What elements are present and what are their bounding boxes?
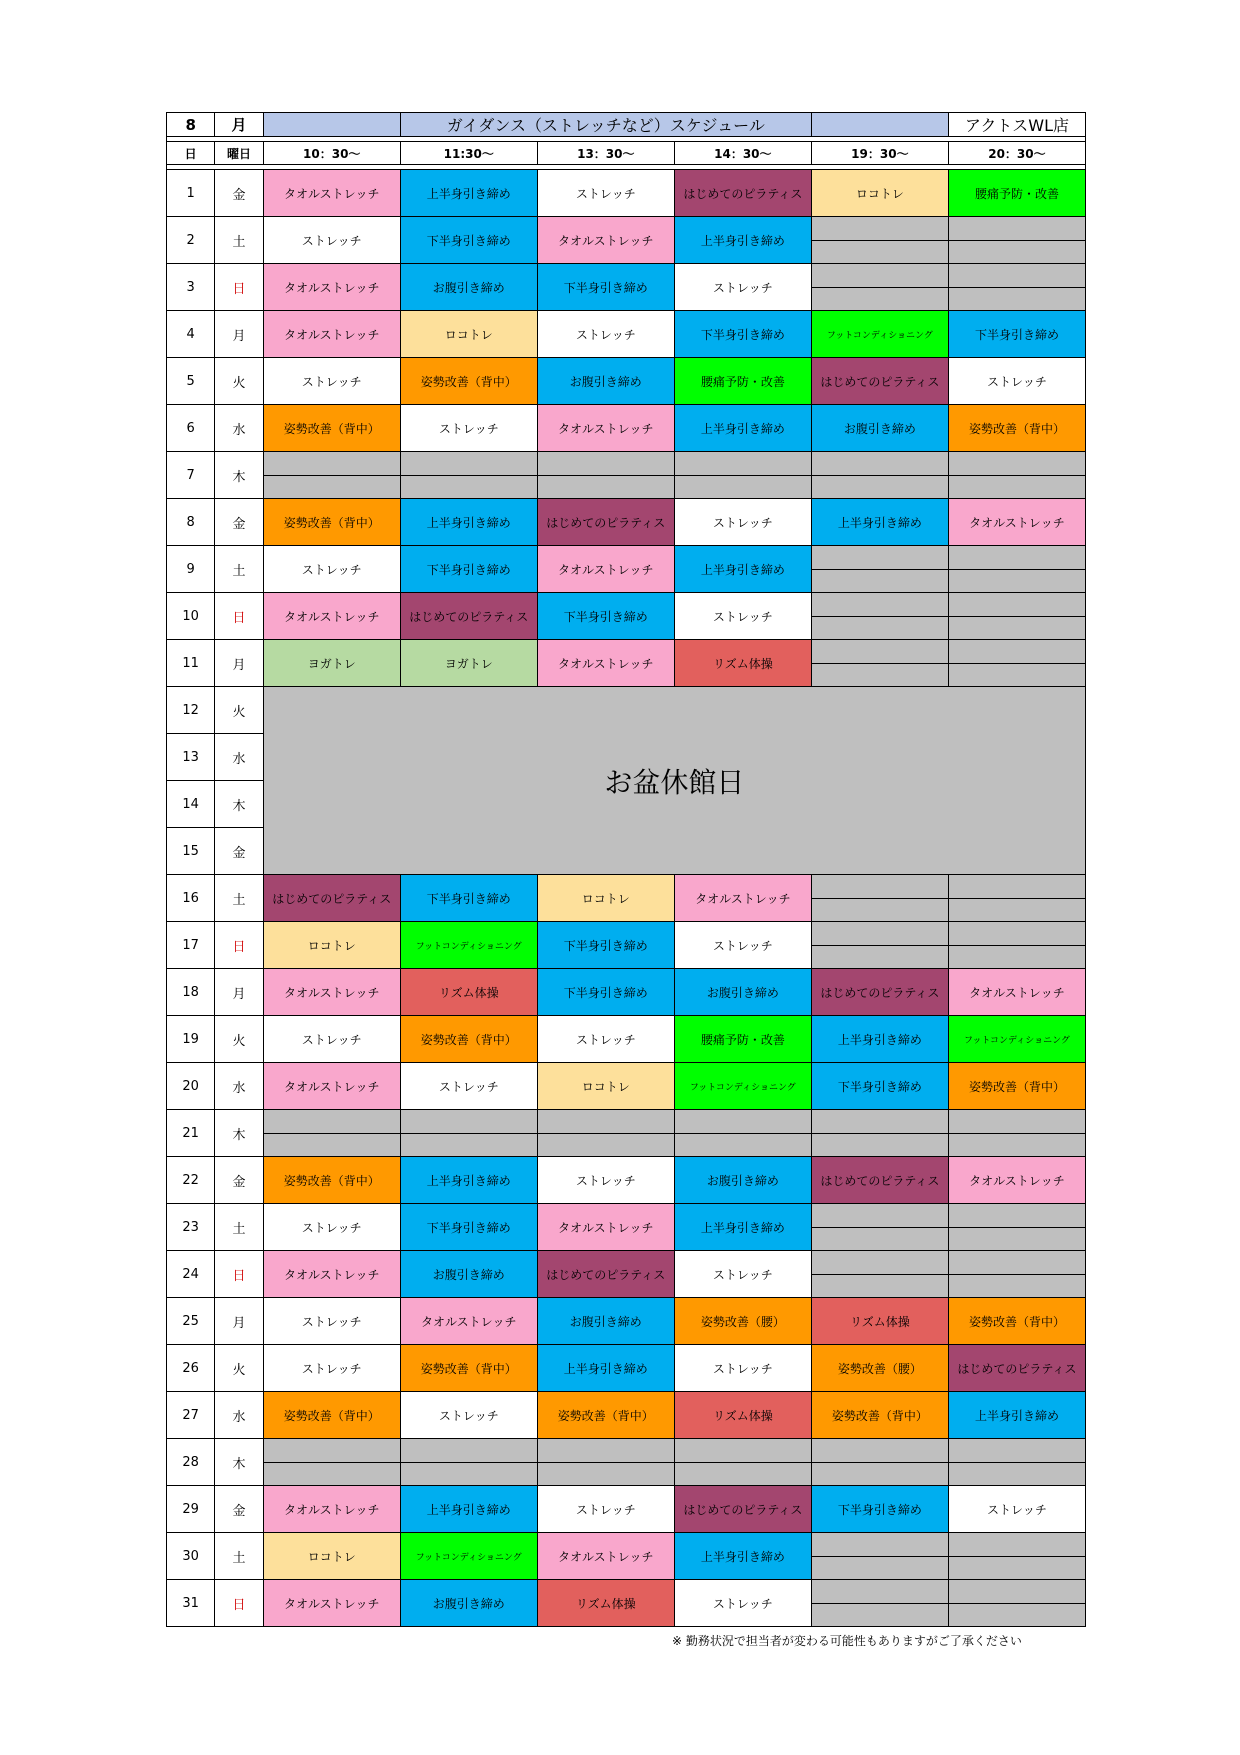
- class-slot: ストレッチ: [537, 1486, 674, 1533]
- class-slot: ストレッチ: [400, 405, 537, 452]
- day-number: 16: [167, 875, 215, 922]
- class-slot: 下半身引き締め: [400, 1204, 537, 1251]
- class-slot: ストレッチ: [948, 358, 1085, 405]
- class-slot: タオルストレッチ: [263, 593, 400, 640]
- class-slot: はじめてのピラティス: [537, 499, 674, 546]
- weekday: 木: [215, 452, 263, 499]
- class-slot: リズム体操: [674, 1392, 811, 1439]
- class-slot: 姿勢改善（背中）: [400, 1016, 537, 1063]
- weekday: 水: [215, 405, 263, 452]
- day-row: [167, 593, 1086, 640]
- class-slot: フットコンディショニング: [400, 922, 537, 969]
- class-slot: はじめてのピラティス: [674, 170, 811, 217]
- day-row: [167, 922, 1086, 969]
- weekday: 木: [215, 1439, 263, 1486]
- day-number: 25: [167, 1298, 215, 1345]
- class-slot: フットコンディショニング: [674, 1063, 811, 1110]
- day-number: 5: [167, 358, 215, 405]
- empty-slot: [400, 1439, 537, 1486]
- class-slot: 姿勢改善（背中）: [263, 499, 400, 546]
- empty-slot: [948, 217, 1085, 264]
- class-slot: タオルストレッチ: [674, 875, 811, 922]
- class-slot: はじめてのピラティス: [263, 875, 400, 922]
- day-number: 30: [167, 1533, 215, 1580]
- class-slot: 上半身引き締め: [674, 1533, 811, 1580]
- class-slot: ストレッチ: [263, 1345, 400, 1392]
- weekday: 日: [215, 922, 263, 969]
- class-slot: 腰痛予防・改善: [674, 1016, 811, 1063]
- empty-slot: [537, 452, 674, 499]
- month-label: 月: [215, 113, 263, 137]
- col-header-day: 日: [167, 142, 215, 165]
- day-rows: [167, 170, 1086, 1627]
- class-slot: 腰痛予防・改善: [948, 170, 1085, 217]
- footnote: ※ 勤務状況で担当者が変わる可能性もありますがご了承ください: [672, 1634, 1022, 1648]
- column-header-row: [167, 142, 1086, 165]
- day-number: 1: [167, 170, 215, 217]
- empty-slot: [948, 640, 1085, 687]
- class-slot: タオルストレッチ: [263, 1580, 400, 1627]
- weekday: 土: [215, 546, 263, 593]
- day-number: 21: [167, 1110, 215, 1157]
- weekday: 土: [215, 1533, 263, 1580]
- day-number: 12: [167, 687, 215, 734]
- empty-slot: [811, 1251, 948, 1298]
- store-name: アクトスWL店: [948, 113, 1085, 137]
- day-number: 13: [167, 734, 215, 781]
- weekday: 金: [215, 499, 263, 546]
- day-row: [167, 499, 1086, 546]
- empty-slot: [811, 875, 948, 922]
- class-slot: ストレッチ: [537, 1016, 674, 1063]
- class-slot: 姿勢改善（背中）: [263, 1157, 400, 1204]
- day-number: 9: [167, 546, 215, 593]
- empty-slot: [948, 875, 1085, 922]
- empty-slot: [811, 452, 948, 499]
- day-number: 20: [167, 1063, 215, 1110]
- class-slot: 姿勢改善（背中）: [537, 1392, 674, 1439]
- day-row: [167, 405, 1086, 452]
- empty-slot: [948, 593, 1085, 640]
- weekday: 月: [215, 311, 263, 358]
- day-number: 14: [167, 781, 215, 828]
- empty-slot: [948, 1439, 1085, 1486]
- weekday: 日: [215, 1251, 263, 1298]
- class-slot: 姿勢改善（背中）: [948, 405, 1085, 452]
- class-slot: ストレッチ: [674, 1345, 811, 1392]
- weekday: 土: [215, 875, 263, 922]
- class-slot: タオルストレッチ: [263, 1063, 400, 1110]
- class-slot: タオルストレッチ: [537, 640, 674, 687]
- day-row: [167, 358, 1086, 405]
- class-slot: 下半身引き締め: [537, 969, 674, 1016]
- day-row: [167, 170, 1086, 217]
- class-slot: はじめてのピラティス: [537, 1251, 674, 1298]
- class-slot: ロコトレ: [537, 1063, 674, 1110]
- empty-slot: [811, 593, 948, 640]
- class-slot: ロコトレ: [263, 922, 400, 969]
- weekday: 木: [215, 781, 263, 828]
- class-slot: フットコンディショニング: [400, 1533, 537, 1580]
- class-slot: ストレッチ: [263, 358, 400, 405]
- class-slot: 下半身引き締め: [674, 311, 811, 358]
- empty-slot: [811, 640, 948, 687]
- day-row: [167, 969, 1086, 1016]
- day-number: 3: [167, 264, 215, 311]
- class-slot: タオルストレッチ: [263, 1251, 400, 1298]
- closure-notice: お盆休館日: [263, 687, 1085, 875]
- class-slot: リズム体操: [674, 640, 811, 687]
- day-row: [167, 1063, 1086, 1110]
- day-row: [167, 1345, 1086, 1392]
- title-filler-right: [811, 113, 948, 137]
- empty-slot: [948, 452, 1085, 499]
- class-slot: 姿勢改善（背中）: [811, 1392, 948, 1439]
- col-header-time-2: 11:30～: [400, 142, 537, 165]
- class-slot: ストレッチ: [674, 1251, 811, 1298]
- class-slot: 上半身引き締め: [400, 170, 537, 217]
- class-slot: 上半身引き締め: [948, 1392, 1085, 1439]
- empty-slot: [537, 1110, 674, 1157]
- class-slot: お腹引き締め: [811, 405, 948, 452]
- class-slot: はじめてのピラティス: [811, 1157, 948, 1204]
- class-slot: タオルストレッチ: [537, 546, 674, 593]
- day-row: [167, 311, 1086, 358]
- weekday: 火: [215, 687, 263, 734]
- weekday: 月: [215, 969, 263, 1016]
- class-slot: タオルストレッチ: [263, 311, 400, 358]
- empty-slot: [674, 1110, 811, 1157]
- class-slot: 上半身引き締め: [674, 217, 811, 264]
- day-number: 27: [167, 1392, 215, 1439]
- class-slot: ストレッチ: [263, 1016, 400, 1063]
- class-slot: リズム体操: [811, 1298, 948, 1345]
- empty-slot: [400, 452, 537, 499]
- class-slot: 上半身引き締め: [400, 1486, 537, 1533]
- class-slot: ストレッチ: [948, 1486, 1085, 1533]
- weekday: 水: [215, 734, 263, 781]
- empty-slot: [948, 1110, 1085, 1157]
- empty-slot: [674, 1439, 811, 1486]
- empty-slot: [948, 1251, 1085, 1298]
- day-number: 2: [167, 217, 215, 264]
- weekday: 土: [215, 1204, 263, 1251]
- class-slot: 上半身引き締め: [400, 499, 537, 546]
- day-row: [167, 640, 1086, 687]
- day-number: 10: [167, 593, 215, 640]
- class-slot: フットコンディショニング: [948, 1016, 1085, 1063]
- empty-slot: [811, 264, 948, 311]
- weekday: 火: [215, 1345, 263, 1392]
- class-slot: ストレッチ: [674, 1580, 811, 1627]
- day-row: [167, 1486, 1086, 1533]
- class-slot: お腹引き締め: [400, 264, 537, 311]
- schedule-table: [166, 112, 1086, 1627]
- class-slot: リズム体操: [400, 969, 537, 1016]
- class-slot: リズム体操: [537, 1580, 674, 1627]
- class-slot: お腹引き締め: [400, 1251, 537, 1298]
- class-slot: ストレッチ: [674, 264, 811, 311]
- class-slot: 上半身引き締め: [811, 499, 948, 546]
- empty-slot: [811, 1204, 948, 1251]
- day-row: [167, 1110, 1086, 1157]
- col-header-weekday: 曜日: [215, 142, 263, 165]
- empty-slot: [263, 452, 400, 499]
- day-number: 6: [167, 405, 215, 452]
- class-slot: 上半身引き締め: [811, 1016, 948, 1063]
- day-row: [167, 1392, 1086, 1439]
- day-number: 18: [167, 969, 215, 1016]
- class-slot: ストレッチ: [400, 1392, 537, 1439]
- class-slot: はじめてのピラティス: [400, 593, 537, 640]
- class-slot: ロコトレ: [537, 875, 674, 922]
- class-slot: 上半身引き締め: [674, 405, 811, 452]
- day-number: 24: [167, 1251, 215, 1298]
- class-slot: ストレッチ: [537, 1157, 674, 1204]
- empty-slot: [811, 1110, 948, 1157]
- day-row: [167, 1580, 1086, 1627]
- day-number: 29: [167, 1486, 215, 1533]
- class-slot: ストレッチ: [263, 546, 400, 593]
- class-slot: 姿勢改善（腰）: [811, 1345, 948, 1392]
- class-slot: はじめてのピラティス: [811, 358, 948, 405]
- col-header-time-5: 19：30～: [811, 142, 948, 165]
- class-slot: 姿勢改善（背中）: [263, 405, 400, 452]
- day-number: 8: [167, 499, 215, 546]
- weekday: 金: [215, 170, 263, 217]
- empty-slot: [948, 264, 1085, 311]
- class-slot: 姿勢改善（背中）: [263, 1392, 400, 1439]
- empty-slot: [811, 546, 948, 593]
- empty-slot: [537, 1439, 674, 1486]
- weekday: 金: [215, 1157, 263, 1204]
- class-slot: ストレッチ: [674, 922, 811, 969]
- class-slot: ストレッチ: [400, 1063, 537, 1110]
- class-slot: お腹引き締め: [537, 1298, 674, 1345]
- title-filler-left: [263, 113, 400, 137]
- col-header-time-3: 13：30～: [537, 142, 674, 165]
- class-slot: タオルストレッチ: [263, 969, 400, 1016]
- class-slot: はじめてのピラティス: [674, 1486, 811, 1533]
- class-slot: ロコトレ: [811, 170, 948, 217]
- empty-slot: [948, 922, 1085, 969]
- weekday: 火: [215, 358, 263, 405]
- class-slot: ストレッチ: [263, 217, 400, 264]
- class-slot: タオルストレッチ: [537, 217, 674, 264]
- class-slot: はじめてのピラティス: [811, 969, 948, 1016]
- class-slot: 姿勢改善（背中）: [948, 1298, 1085, 1345]
- weekday: 金: [215, 1486, 263, 1533]
- empty-slot: [948, 1533, 1085, 1580]
- class-slot: お腹引き締め: [674, 969, 811, 1016]
- weekday: 日: [215, 1580, 263, 1627]
- weekday: 水: [215, 1063, 263, 1110]
- col-header-time-4: 14：30～: [674, 142, 811, 165]
- class-slot: 姿勢改善（腰）: [674, 1298, 811, 1345]
- day-number: 26: [167, 1345, 215, 1392]
- class-slot: 上半身引き締め: [537, 1345, 674, 1392]
- day-row: [167, 1204, 1086, 1251]
- class-slot: タオルストレッチ: [537, 1204, 674, 1251]
- weekday: 月: [215, 1298, 263, 1345]
- class-slot: ストレッチ: [537, 311, 674, 358]
- class-slot: ヨガトレ: [263, 640, 400, 687]
- day-row: [167, 1251, 1086, 1298]
- day-row: [167, 1157, 1086, 1204]
- schedule-title: ガイダンス（ストレッチなど）スケジュール: [400, 113, 811, 137]
- class-slot: 下半身引き締め: [400, 546, 537, 593]
- class-slot: タオルストレッチ: [400, 1298, 537, 1345]
- day-row: [167, 687, 1086, 734]
- day-number: 11: [167, 640, 215, 687]
- class-slot: ヨガトレ: [400, 640, 537, 687]
- empty-slot: [948, 1204, 1085, 1251]
- class-slot: 下半身引き締め: [400, 217, 537, 264]
- class-slot: ストレッチ: [674, 499, 811, 546]
- month-number: 8: [167, 113, 215, 137]
- empty-slot: [811, 922, 948, 969]
- class-slot: 上半身引き締め: [674, 1204, 811, 1251]
- day-row: [167, 264, 1086, 311]
- schedule-sheet: [166, 112, 1086, 1627]
- weekday: 日: [215, 264, 263, 311]
- class-slot: 姿勢改善（背中）: [400, 1345, 537, 1392]
- col-header-time-1: 10：30～: [263, 142, 400, 165]
- day-number: 7: [167, 452, 215, 499]
- day-row: [167, 546, 1086, 593]
- class-slot: ストレッチ: [263, 1298, 400, 1345]
- class-slot: 下半身引き締め: [537, 593, 674, 640]
- class-slot: 下半身引き締め: [811, 1063, 948, 1110]
- class-slot: ストレッチ: [674, 593, 811, 640]
- class-slot: 姿勢改善（背中）: [948, 1063, 1085, 1110]
- weekday: 月: [215, 640, 263, 687]
- class-slot: ストレッチ: [537, 170, 674, 217]
- class-slot: タオルストレッチ: [948, 1157, 1085, 1204]
- empty-slot: [811, 1533, 948, 1580]
- class-slot: お腹引き締め: [400, 1580, 537, 1627]
- day-number: 4: [167, 311, 215, 358]
- class-slot: 姿勢改善（背中）: [400, 358, 537, 405]
- class-slot: はじめてのピラティス: [948, 1345, 1085, 1392]
- empty-slot: [948, 546, 1085, 593]
- class-slot: 下半身引き締め: [537, 264, 674, 311]
- weekday: 土: [215, 217, 263, 264]
- class-slot: タオルストレッチ: [263, 264, 400, 311]
- class-slot: ロコトレ: [263, 1533, 400, 1580]
- class-slot: お腹引き締め: [674, 1157, 811, 1204]
- day-number: 17: [167, 922, 215, 969]
- day-number: 28: [167, 1439, 215, 1486]
- weekday: 木: [215, 1110, 263, 1157]
- class-slot: タオルストレッチ: [263, 170, 400, 217]
- empty-slot: [400, 1110, 537, 1157]
- col-header-time-6: 20：30～: [948, 142, 1085, 165]
- class-slot: タオルストレッチ: [537, 405, 674, 452]
- empty-slot: [811, 1439, 948, 1486]
- day-number: 15: [167, 828, 215, 875]
- class-slot: タオルストレッチ: [948, 969, 1085, 1016]
- class-slot: 上半身引き締め: [400, 1157, 537, 1204]
- day-row: [167, 217, 1086, 264]
- empty-slot: [674, 452, 811, 499]
- class-slot: タオルストレッチ: [263, 1486, 400, 1533]
- weekday: 火: [215, 1016, 263, 1063]
- day-number: 31: [167, 1580, 215, 1627]
- empty-slot: [948, 1580, 1085, 1627]
- class-slot: 下半身引き締め: [537, 922, 674, 969]
- day-number: 23: [167, 1204, 215, 1251]
- day-row: [167, 452, 1086, 499]
- class-slot: 下半身引き締め: [948, 311, 1085, 358]
- class-slot: タオルストレッチ: [537, 1533, 674, 1580]
- class-slot: 下半身引き締め: [811, 1486, 948, 1533]
- class-slot: お腹引き締め: [537, 358, 674, 405]
- class-slot: 下半身引き締め: [400, 875, 537, 922]
- class-slot: ストレッチ: [263, 1204, 400, 1251]
- day-number: 22: [167, 1157, 215, 1204]
- class-slot: 上半身引き締め: [674, 546, 811, 593]
- empty-slot: [263, 1110, 400, 1157]
- weekday: 金: [215, 828, 263, 875]
- day-row: [167, 875, 1086, 922]
- empty-slot: [811, 1580, 948, 1627]
- day-row: [167, 1298, 1086, 1345]
- day-row: [167, 1533, 1086, 1580]
- class-slot: フットコンディショニング: [811, 311, 948, 358]
- day-row: [167, 1439, 1086, 1486]
- weekday: 水: [215, 1392, 263, 1439]
- class-slot: ロコトレ: [400, 311, 537, 358]
- day-number: 19: [167, 1016, 215, 1063]
- day-row: [167, 1016, 1086, 1063]
- class-slot: 腰痛予防・改善: [674, 358, 811, 405]
- title-row: [167, 113, 1086, 137]
- empty-slot: [811, 217, 948, 264]
- class-slot: タオルストレッチ: [948, 499, 1085, 546]
- empty-slot: [263, 1439, 400, 1486]
- weekday: 日: [215, 593, 263, 640]
